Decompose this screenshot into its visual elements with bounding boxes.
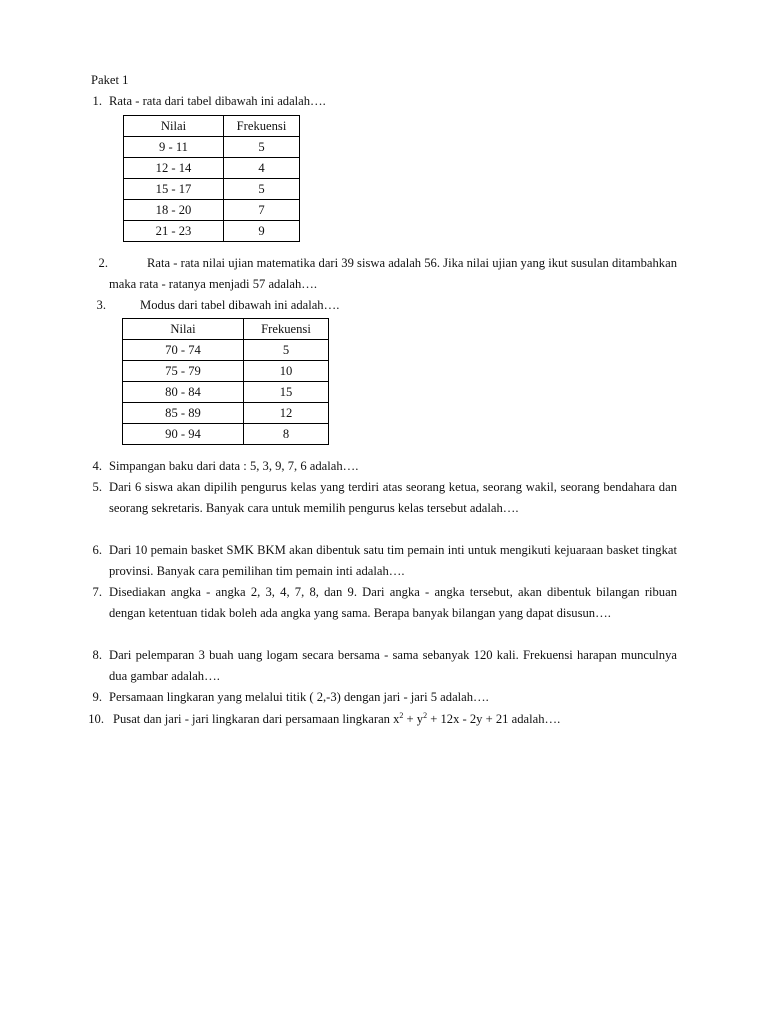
- question-text-10-part-b: + y: [403, 712, 424, 726]
- question-text-10: [113, 709, 560, 730]
- page-title: Paket 1: [91, 73, 129, 87]
- table-cell: 12 - 14: [124, 158, 224, 179]
- table-cell: 12: [244, 403, 329, 424]
- table-cell: 75 - 79: [123, 361, 244, 382]
- question-number-5: 5.: [92, 480, 102, 494]
- table-row: [124, 137, 300, 158]
- question-text-3: Modus dari tabel dibawah ini adalah….: [140, 298, 340, 312]
- table-header-row: [124, 116, 300, 137]
- question-text-2: Rata - rata nilai ujian matematika dari 39 siswa adalah 56. Jika nilai ujian yang ikut susulan ditambahkan maka rata - ratanya menjadi 57 adalah….: [109, 256, 677, 291]
- question-text-1: Rata - rata dari tabel dibawah ini adalah….: [109, 94, 326, 108]
- table-row: [123, 361, 329, 382]
- table-cell: 18 - 20: [124, 200, 224, 221]
- question-text-9: Persamaan lingkaran yang melalui titik ( 2,-3) dengan jari - jari 5 adalah….: [109, 690, 489, 704]
- column-header-frekuensi: Frekuensi: [224, 116, 300, 137]
- table-row: [123, 340, 329, 361]
- question-number-1: 1.: [92, 94, 102, 108]
- table-cell: 21 - 23: [124, 221, 224, 242]
- question-text-10-part-a: Pusat dan jari - jari lingkaran dari persamaan lingkaran x: [113, 712, 400, 726]
- table-cell: 5: [224, 179, 300, 200]
- table-cell: 15: [244, 382, 329, 403]
- table-row: [123, 403, 329, 424]
- table-cell: 7: [224, 200, 300, 221]
- table-cell: 85 - 89: [123, 403, 244, 424]
- table-row: [123, 382, 329, 403]
- table-cell: 5: [244, 340, 329, 361]
- table-cell: 10: [244, 361, 329, 382]
- table-cell: 90 - 94: [123, 424, 244, 445]
- table-cell: 70 - 74: [123, 340, 244, 361]
- question-text-5: Dari 6 siswa akan dipilih pengurus kelas yang terdiri atas seorang ketua, seorang wakil, seorang bendahara dan seorang sekretaris. Banyak cara untuk memilih pengurus kelas tersebut adalah….: [109, 480, 677, 515]
- frequency-table-2: [122, 318, 329, 445]
- question-number-8: 8.: [92, 648, 102, 662]
- question-text-4: Simpangan baku dari data : 5, 3, 9, 7, 6 adalah….: [109, 459, 359, 473]
- frequency-table-1: [123, 115, 300, 242]
- table-row: [124, 158, 300, 179]
- exponent-y: 2: [423, 711, 428, 720]
- table-cell: 9: [224, 221, 300, 242]
- exponent-x: 2: [399, 711, 404, 720]
- table-row: [124, 221, 300, 242]
- table-cell: 15 - 17: [124, 179, 224, 200]
- question-text-7: Disediakan angka - angka 2, 3, 4, 7, 8, dan 9. Dari angka - angka tersebut, akan dibentuk bilangan ribuan dengan ketentuan tidak boleh ada angka yang sama. Berapa banyak bilangan yang dapat disusun….: [109, 585, 677, 620]
- question-number-4: 4.: [92, 459, 102, 473]
- column-header-nilai: Nilai: [123, 319, 244, 340]
- question-number-9: 9.: [92, 690, 102, 704]
- question-number-6: 6.: [92, 543, 102, 557]
- question-number-3: 3.: [96, 298, 106, 312]
- question-text-6: Dari 10 pemain basket SMK BKM akan dibentuk satu tim pemain inti untuk mengikuti kejuaraan basket tingkat provinsi. Banyak cara pemilihan tim pemain inti adalah….: [109, 543, 677, 578]
- table-cell: 4: [224, 158, 300, 179]
- question-number-7: 7.: [92, 585, 102, 599]
- table-header-row: [123, 319, 329, 340]
- question-number-2: 2.: [98, 256, 108, 270]
- column-header-frekuensi: Frekuensi: [244, 319, 329, 340]
- question-number-10: 10.: [88, 712, 104, 726]
- column-header-nilai: Nilai: [124, 116, 224, 137]
- table-cell: 8: [244, 424, 329, 445]
- table-cell: 9 - 11: [124, 137, 224, 158]
- table-cell: 5: [224, 137, 300, 158]
- table-row: [124, 200, 300, 221]
- question-text-8: Dari pelemparan 3 buah uang logam secara bersama - sama sebanyak 120 kali. Frekuensi harapan munculnya dua gambar adalah….: [109, 648, 677, 683]
- question-text-10-part-c: + 12x - 2y + 21 adalah….: [427, 712, 561, 726]
- table-row: [123, 424, 329, 445]
- table-cell: 80 - 84: [123, 382, 244, 403]
- table-row: [124, 179, 300, 200]
